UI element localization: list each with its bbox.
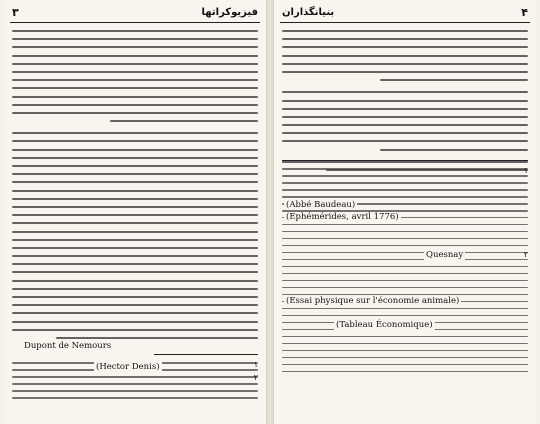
hector-denis-label: (Hector Denis) (96, 362, 160, 372)
abbe-baudeau-label: (Abbé Baudeau) (286, 200, 356, 210)
left-footnote-mark-1: ۱ (253, 360, 258, 369)
ephemerides-label: (Ephémérides, avril 1776) (286, 212, 399, 222)
left-footnote-rule (154, 354, 258, 355)
right-page-number: ۴ (521, 6, 528, 19)
left-page-number: ۳ (12, 6, 19, 19)
right-page (274, 0, 536, 424)
tableau-economique-label: (Tableau Économique) (336, 320, 433, 330)
left-page-header (10, 6, 260, 23)
left-body-text (12, 30, 258, 345)
quesnay-label: Quesnay (426, 250, 464, 260)
right-body-text (282, 30, 528, 177)
right-footnote-mark-2: ۲ (523, 250, 528, 259)
right-footnote-rule (282, 160, 528, 161)
left-page (4, 0, 266, 424)
right-page-header (280, 6, 530, 23)
dupont-de-nemours-label: Dupont de Nemours (24, 341, 112, 351)
essai-physique-label: (Essai physique sur l'économie animale) (286, 296, 460, 306)
right-footnote-mark-1: ۱ (523, 166, 528, 175)
left-running-head: فیزیوکراتها (201, 7, 258, 18)
left-footnote-mark-2: ۲ (253, 373, 258, 382)
book-gutter (266, 0, 274, 424)
right-running-head: بنیانگذاران (282, 7, 335, 18)
